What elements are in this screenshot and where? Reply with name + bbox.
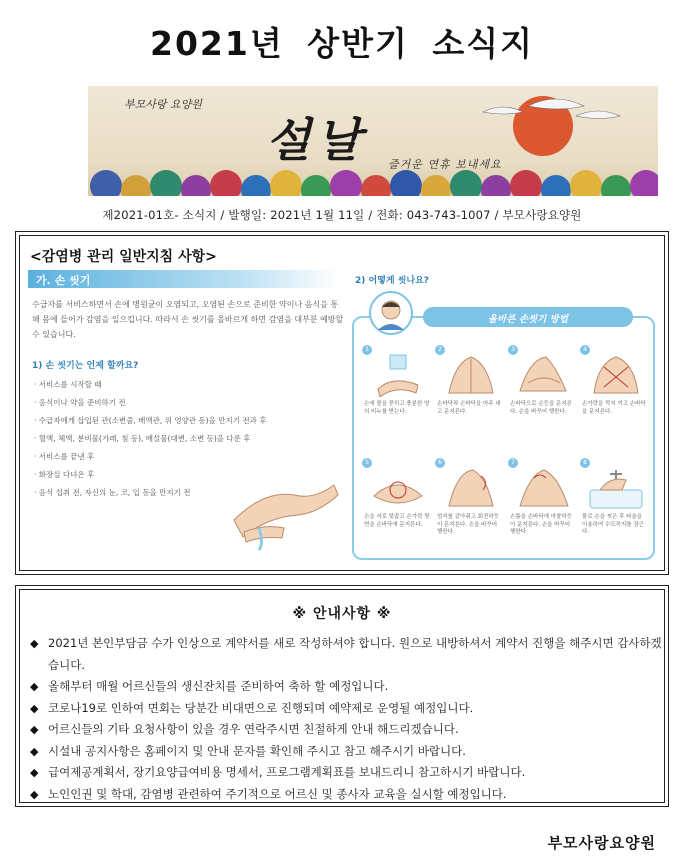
handwash-intro: 수급자를 서비스하면서 손에 병원균이 오염되고, 오염된 손으로 준비한 약이나 음식을 통해 몸에 들어가 감염을 일으킵니다. 따라서 손 씻기를 올바르게 하면 감염을 대부분 예방할 수 있습니다. <box>32 300 344 339</box>
issue-info: 제2021-01호- 소식지 / 발행일: 2021년 1월 11일 / 전화: 043-743-1007 / 부모사랑요양원 <box>102 208 582 222</box>
diamond-bullet-icon: ◆ <box>30 701 39 715</box>
step-caption: 엄지를 감아쥐고 회전하듯이 문지른다. 손을 바꾸어 행한다. <box>437 514 499 535</box>
diamond-bullet-icon: ◆ <box>30 766 39 779</box>
notice-text: 올해부터 매월 어르신들의 생신잔치를 준비하여 축하 할 예정입니다. <box>48 679 389 693</box>
notice-text: 급여제공계획서, 장기요양급여비용 명세서, 프로그램계획표를 보내드리니 참고하시기 바랍니다. <box>48 765 526 779</box>
step-caption: 손톱을 손바닥에 마찰하듯이 문지른다. 손을 바꾸어 행한다. <box>510 514 572 535</box>
steps-header-label: 올바른 손씻기 방법 <box>487 314 569 325</box>
list-item <box>30 741 666 763</box>
section-bar <box>28 270 338 288</box>
list-item: · 음식이나 약을 준비하기 전 <box>34 394 334 412</box>
soap-dispense-icon <box>368 353 428 397</box>
list-item: · 음식 섭취 전, 자신의 눈, 코, 입 등을 만지기 전 <box>34 484 334 502</box>
diamond-bullet-icon: ◆ <box>30 744 39 758</box>
list-item: · 서비스를 시작할 때 <box>34 376 334 394</box>
list-item: · 수급자에게 삽입된 관(소변줄, 배액관, 위 영양관 등)을 만지기 전과 후 <box>34 412 334 430</box>
step-caption: 손가락을 깍지 끼고 손바닥을 문지른다. <box>582 401 646 415</box>
step-caption: 손바닥과 손바닥을 마주 대고 문지른다. <box>437 401 501 415</box>
when-title: 1) 손 씻기는 언제 할까요? <box>32 361 139 371</box>
steps-header <box>423 307 633 327</box>
diamond-bullet-icon: ◆ <box>30 723 39 736</box>
step-number: 3 <box>508 345 518 355</box>
step-caption: 손을 서로 맞잡고 손가락 뒷면을 손바닥에 문지른다. <box>364 514 430 528</box>
step-number: 1 <box>362 345 372 355</box>
diamond-bullet-icon: ◆ <box>30 680 39 693</box>
step-number: 4 <box>580 345 590 355</box>
notice-text: 시설내 공지사항은 홈페이지 및 안내 문자를 확인해 주시고 참고 해주시기 바랍니다. <box>48 743 466 758</box>
list-item <box>30 719 666 741</box>
list-item: · 화장실 다녀온 후 <box>34 466 334 484</box>
interlace-fingers-icon <box>586 353 646 397</box>
notice-title: ※ 안내사항 ※ <box>292 606 392 622</box>
list-item <box>30 676 666 698</box>
banner-top-text: 부모사랑 요양원 <box>124 98 202 111</box>
banner-main-text: 설날 <box>266 113 367 167</box>
new-year-banner <box>88 86 658 196</box>
yarn-balls <box>90 170 658 196</box>
list-item <box>30 762 666 784</box>
list-item <box>30 698 666 720</box>
page-title: 2021년 상반기 소식지 <box>150 24 534 63</box>
list-item: · 서비스를 끝낸 후 <box>34 448 334 466</box>
thumb-rub-icon <box>441 466 501 510</box>
diamond-bullet-icon: ◆ <box>30 787 39 801</box>
notice-text: 코로나19로 인하여 면회는 당분간 비대면으로 진행되며 예약제로 운영될 예정입니다. <box>48 700 474 715</box>
step-caption: 손바닥으로 손등을 문지른다. 손을 바꾸어 행한다. <box>510 401 572 415</box>
notice-text: 2021년 본인부담금 수가 인상으로 계약서를 새로 작성하셔야 합니다. 원으로 내방하셔서 계약서 진행을 해주시면 감사하겠습니다. <box>48 636 662 672</box>
banner-sub-text: 즐거운 연휴 보내세요 <box>388 158 502 171</box>
palm-rub-icon <box>441 353 501 397</box>
notice-text: 노인인권 및 학대, 감염병 관련하여 주기적으로 어르신 및 종사자 교육을 실시할 예정입니다. <box>48 786 507 801</box>
back-of-hand-rub-icon <box>514 353 574 397</box>
nurse-avatar <box>368 290 414 336</box>
notice-list <box>30 633 666 805</box>
crane-shape-3 <box>576 111 620 119</box>
step-number: 6 <box>435 458 445 468</box>
guide-title: <감염병 관리 일반지침 사항> <box>30 249 217 265</box>
list-item <box>30 784 666 806</box>
notice-text: 어르신들의 기타 요청사항이 있을 경우 연락주시면 친절하게 안내 해드리겠습니다. <box>48 722 459 736</box>
step-number: 2 <box>435 345 445 355</box>
close-faucet-icon <box>586 466 646 510</box>
list-item <box>30 633 666 676</box>
fingertip-rub-icon <box>514 466 574 510</box>
step-number: 7 <box>508 458 518 468</box>
diamond-bullet-icon: ◆ <box>30 637 39 650</box>
footer-org-name: 부모사랑요양원 <box>547 834 656 852</box>
crane-shape-1 <box>483 107 523 114</box>
finger-backs-icon <box>368 466 428 510</box>
step-caption: 물로 손을 씻은 후 타올을 이용하여 수도꼭지를 잠근다. <box>582 514 644 535</box>
list-item: · 혈액, 체액, 분비물(가래, 침 등), 배설물(대변, 소변 등)을 다룬 후 <box>34 430 334 448</box>
step-caption: 손에 물을 묻히고 충분한 양의 비누를 받는다. <box>364 401 430 415</box>
step-number: 5 <box>362 458 372 468</box>
section-label: 가. 손 씻기 <box>36 274 91 287</box>
washing-hands-illustration <box>214 450 340 552</box>
step-number: 8 <box>580 458 590 468</box>
how-title: 2) 어떻게 씻나요? <box>355 276 430 286</box>
